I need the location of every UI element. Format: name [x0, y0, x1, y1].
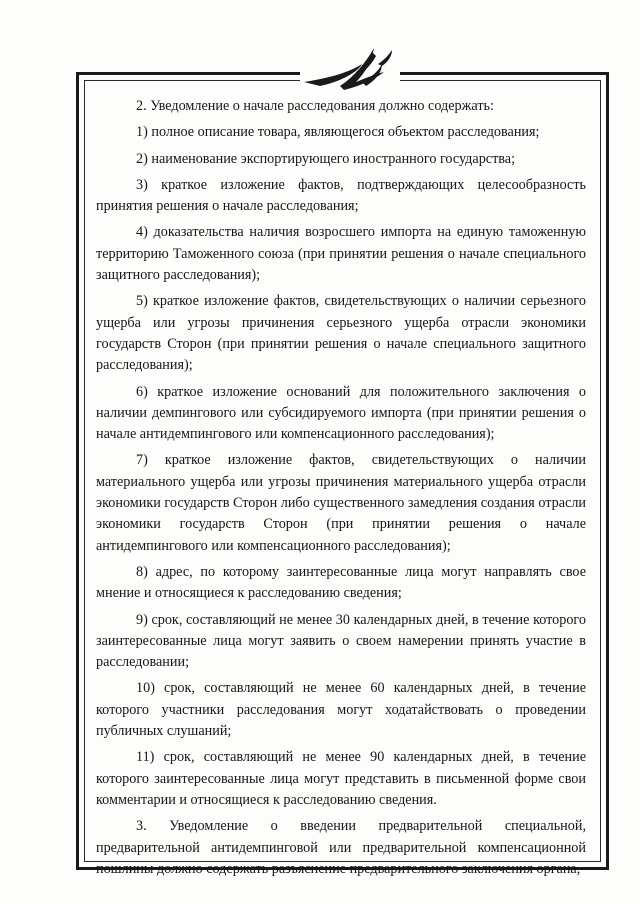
- list-item: 5) краткое изложение фактов, свидетельствующих о наличии серьезного ущерба или угрозы причинения серьезного ущерба отрасли экономики государств Сторон (при принятии решения о начале специального защитного расследования);: [96, 293, 586, 374]
- paragraph: 3. Уведомление о введении предварительной специальной, предварительной антидемпинговой или предварительной компенсационной пошлины должно содержать разъяснение предварительного заключения органа,: [96, 818, 586, 877]
- list-item: 1) полное описание товара, являющегося объектом расследования;: [136, 124, 540, 141]
- list-item: 6) краткое изложение оснований для положительного заключения о наличии демпингового или субсидируемого импорта (при принятии решения о начале антидемпингового или компенсационного расследования);: [96, 383, 586, 443]
- paragraph: 2. Уведомление о начале расследования должно содержать:: [136, 98, 494, 114]
- list-item: 3) краткое изложение фактов, подтверждающих целесообразность принятия решения о начале расследования;: [96, 176, 586, 215]
- document-body: [96, 96, 586, 880]
- list-item: 9) срок, составляющий не менее 30 календарных дней, в течение которого заинтересованные лица могут заявить о своем намерении принять участие в расследовании;: [96, 611, 586, 671]
- list-item: 10) срок, составляющий не менее 60 календарных дней, в течение которого участники расследования могут ходатайствовать о проведении публичных слушаний;: [96, 680, 586, 740]
- list-item: 8) адрес, по которому заинтересованные лица могут направлять свое мнение и относящиеся к расследованию сведения;: [96, 563, 586, 602]
- list-item: 2) наименование экспортирующего иностранного государства;: [136, 150, 516, 167]
- list-item: 11) срок, составляющий не менее 90 календарных дней, в течение которого заинтересованные лица могут представить в письменной форме свои комментарии и относящиеся к расследованию сведения.: [96, 749, 586, 808]
- bird-emblem-icon: [300, 42, 400, 100]
- list-item: 4) доказательства наличия возросшего импорта на единую таможенную территорию Таможенного союза (при принятии решения о начале специального защитного расследования);: [96, 224, 586, 284]
- list-item: 7) краткое изложение фактов, свидетельствующих о наличии материального ущерба или угрозы причинения материального ущерба отрасли экономики государств Сторон либо существенного замедления создания отрасли экономики государств Сторон (при принятии решения о начале антидемпингового или компенсационного расследования);: [96, 452, 586, 554]
